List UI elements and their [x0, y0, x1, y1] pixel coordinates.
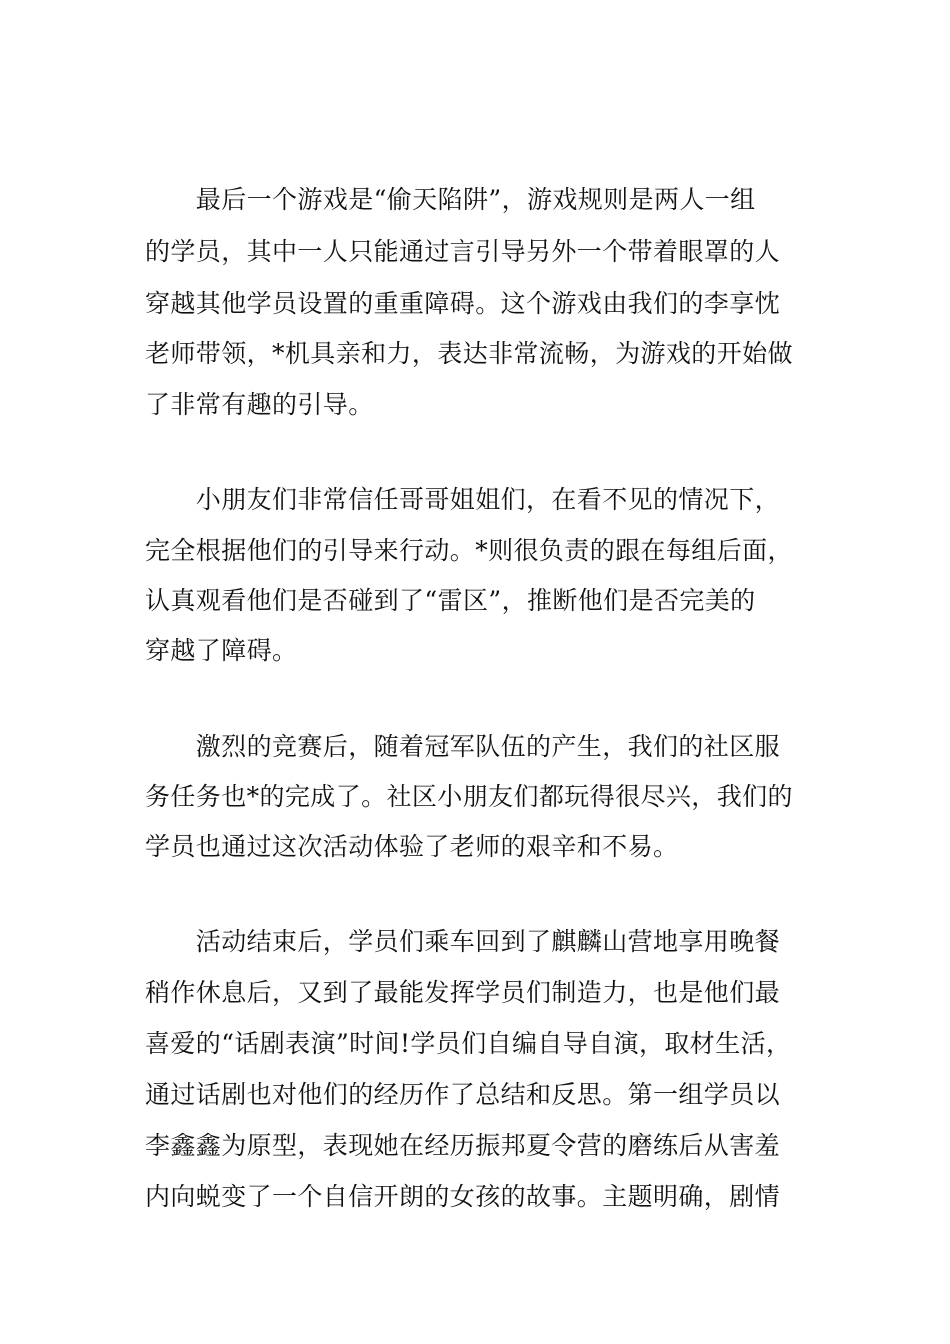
paragraph-4-line-2: 稍作休息后，又到了最能发挥学员们制造力，也是他们最 — [145, 978, 781, 1007]
paragraph-2-line-1: 小朋友们非常信任哥哥姐姐们，在看不见的情况下， — [145, 485, 781, 514]
paragraph-3-line-3: 学员也通过这次活动体验了老师的艰辛和不易。 — [145, 832, 679, 861]
paragraph-2-line-2: 完全根据他们的引导来行动。*则很负责的跟在每组后面， — [145, 536, 793, 565]
paragraph-1-line-5: 了非常有趣的引导。 — [145, 390, 374, 419]
paragraph-4-line-4: 通过话剧也对他们的经历作了总结和反思。第一组学员以 — [145, 1080, 781, 1109]
paragraph-1-line-1: 最后一个游戏是“偷天陷阱”，游戏规则是两人一组 — [145, 185, 756, 214]
paragraph-1-line-3: 穿越其他学员设置的重重障碍。这个游戏由我们的李享忱 — [145, 289, 781, 318]
paragraph-1-line-2: 的学员，其中一人只能通过言引导另外一个带着眼罩的人 — [145, 237, 781, 266]
paragraph-1-line-4: 老师带领，*机具亲和力，表达非常流畅，为游戏的开始做 — [145, 339, 793, 368]
paragraph-2-line-3: 认真观看他们是否碰到了“雷区”，推断他们是否完美的 — [145, 586, 756, 615]
paragraph-4-line-6: 内向蜕变了一个自信开朗的女孩的故事。主题明确，剧情 — [145, 1182, 781, 1211]
paragraph-4-line-1: 活动结束后，学员们乘车回到了麒麟山营地享用晚餐 — [145, 927, 781, 956]
paragraph-4-line-3: 喜爱的“话剧表演”时间!学员们自编自导自演，取材生活， — [145, 1029, 792, 1058]
paragraph-2-line-4: 穿越了障碍。 — [145, 636, 298, 665]
paragraph-3-line-2: 务任务也*的完成了。社区小朋友们都玩得很尽兴，我们的 — [145, 782, 793, 811]
paragraph-3-line-1: 激烈的竞赛后，随着冠军队伍的产生，我们的社区服 — [145, 732, 781, 761]
paragraph-4-line-5: 李鑫鑫为原型，表现她在经历振邦夏令营的磨练后从害羞 — [145, 1131, 781, 1160]
